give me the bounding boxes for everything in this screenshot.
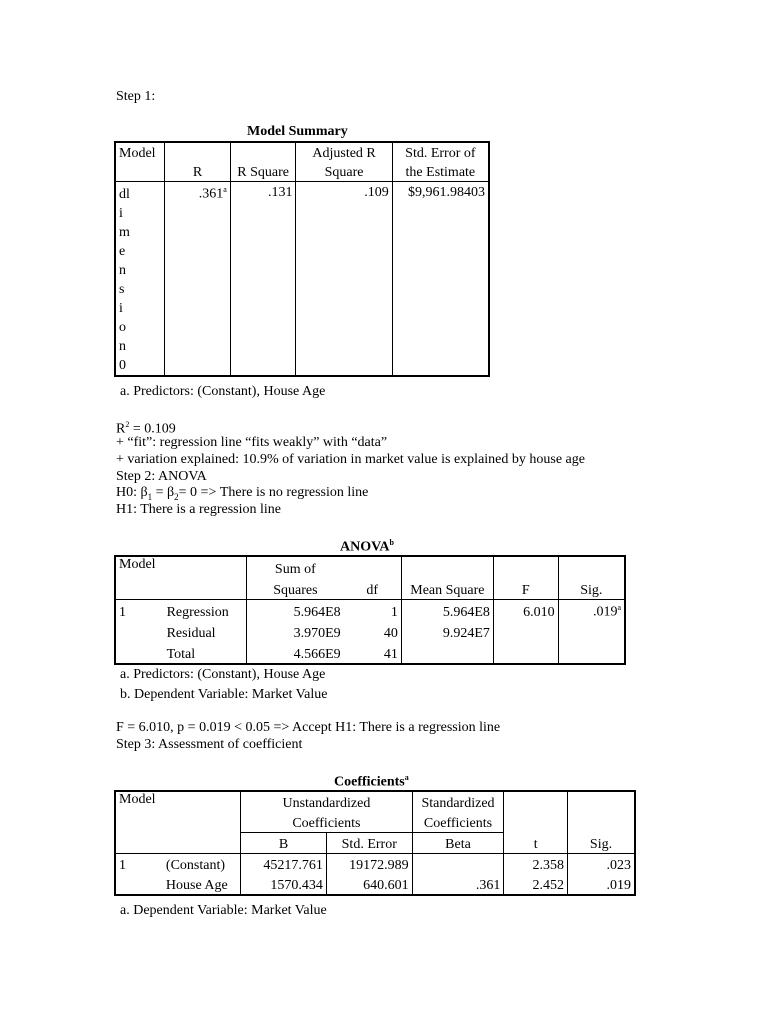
fit-line: + “fit”: regression line “fits weakly” with “data” bbox=[116, 435, 388, 450]
coef-beta bbox=[412, 854, 504, 875]
f-test-line: F = 6.010, p = 0.019 < 0.05 => Accept H1: There is a regression line bbox=[116, 720, 501, 735]
anova-sig bbox=[558, 600, 625, 622]
coefficients-title bbox=[334, 773, 409, 791]
r2-superscript: 2 bbox=[125, 420, 130, 429]
ms-header-std-err-1: Std. Error of bbox=[392, 142, 489, 162]
coefficients-footnote-a: a. Dependent Variable: Market Value bbox=[120, 903, 327, 918]
dim-letter: 0 bbox=[119, 358, 126, 373]
ms-dimension-label bbox=[115, 182, 165, 377]
coefficients-table bbox=[114, 790, 636, 896]
coef-se: 19172.989 bbox=[326, 854, 412, 875]
coef-header-beta: Beta bbox=[412, 833, 504, 854]
coef-header-b: B bbox=[241, 833, 327, 854]
table-row bbox=[115, 874, 635, 895]
anova-df: 41 bbox=[383, 647, 398, 662]
anova-df: 1 bbox=[344, 600, 402, 622]
coef-header-t: t bbox=[504, 833, 568, 854]
anova-row-label: Total bbox=[166, 647, 196, 662]
coef-header-std-1: Standardized bbox=[412, 791, 504, 812]
ms-header-model: Model bbox=[115, 142, 165, 162]
anova-row-label: Residual bbox=[166, 626, 216, 641]
coef-b: 1570.434 bbox=[241, 874, 327, 895]
model-summary-title: Model Summary bbox=[247, 124, 348, 139]
coef-t: 2.358 bbox=[504, 854, 568, 875]
h0-part-a: H0: β bbox=[116, 485, 148, 500]
r2-value: = 0.109 bbox=[129, 421, 176, 437]
coef-sig: .023 bbox=[568, 854, 636, 875]
coef-sig: .019 bbox=[568, 874, 636, 895]
coef-header-std-2: Coefficients bbox=[412, 812, 504, 833]
anova-df: 40 bbox=[383, 626, 398, 641]
ms-header-r-square: R Square bbox=[230, 162, 296, 182]
anova-ms: 9.924E7 bbox=[401, 621, 493, 642]
step2-heading: Step 2: ANOVA bbox=[116, 469, 207, 484]
ms-header-adj-r-2: Square bbox=[296, 162, 392, 182]
anova-ss: 3.970E9 bbox=[247, 621, 344, 642]
table-row bbox=[115, 854, 635, 875]
step3-heading: Step 3: Assessment of coefficient bbox=[116, 737, 303, 752]
ms-r-footnote-mark: a bbox=[223, 185, 227, 194]
anova-header-df: df bbox=[366, 583, 379, 598]
anova-header-f: F bbox=[493, 578, 558, 600]
h0-part-c: = 0 => There is no regression line bbox=[178, 485, 369, 500]
anova-ss: 5.964E8 bbox=[247, 600, 344, 622]
dim-letter: s bbox=[119, 282, 125, 297]
ms-value-r-square: .131 bbox=[230, 182, 296, 377]
ms-r-value: .361 bbox=[198, 186, 224, 202]
coef-beta: .361 bbox=[412, 874, 504, 895]
ms-footnote-a: a. Predictors: (Constant), House Age bbox=[120, 384, 326, 399]
coef-se: 640.601 bbox=[326, 874, 412, 895]
ms-value-r bbox=[165, 182, 230, 377]
coef-header-model: Model bbox=[119, 792, 156, 807]
anova-ms: 5.964E8 bbox=[401, 600, 493, 622]
table-row bbox=[115, 621, 625, 642]
h0-subscript-2: 2 bbox=[174, 491, 179, 502]
anova-table bbox=[114, 555, 626, 665]
ms-header-r: R bbox=[165, 162, 230, 182]
anova-ss: 4.566E9 bbox=[247, 642, 344, 664]
anova-header-model: Model bbox=[119, 557, 156, 572]
coef-t: 2.452 bbox=[504, 874, 568, 895]
coef-header-unstd-2: Coefficients bbox=[241, 812, 412, 833]
model-summary-table bbox=[114, 141, 490, 377]
coefficients-title-footnote-mark: a bbox=[404, 773, 409, 782]
coef-header-unstd-1: Unstandardized bbox=[241, 791, 412, 812]
table-row bbox=[115, 600, 625, 622]
dim-letter: e bbox=[119, 244, 126, 259]
coefficients-title-text: Coefficients bbox=[334, 774, 405, 790]
dim-letter: o bbox=[119, 320, 126, 335]
coef-row-label: House Age bbox=[165, 878, 228, 893]
variation-line: + variation explained: 10.9% of variation in market value is explained by house age bbox=[116, 452, 585, 467]
step1-heading: Step 1: bbox=[116, 89, 156, 104]
ms-header-adj-r-1: Adjusted R bbox=[296, 142, 392, 162]
anova-f: 6.010 bbox=[493, 600, 558, 622]
h1-line: H1: There is a regression line bbox=[116, 502, 281, 517]
anova-sig-footnote-mark: a bbox=[617, 603, 621, 613]
anova-sig-value: .019 bbox=[592, 605, 618, 620]
dim-letter: i bbox=[119, 301, 123, 316]
h0-part-b: = β bbox=[152, 485, 175, 500]
r2-prefix: R bbox=[116, 421, 126, 437]
dim-letter: dl bbox=[119, 187, 130, 202]
ms-value-adj-r-square: .109 bbox=[296, 182, 392, 377]
ms-value-std-err: $9,961.98403 bbox=[392, 182, 489, 377]
dim-letter: n bbox=[119, 263, 126, 278]
anova-title-footnote-mark: b bbox=[389, 538, 394, 547]
anova-model-num: 1 bbox=[115, 600, 164, 622]
coef-model-num: 1 bbox=[115, 854, 163, 875]
coef-b: 45217.761 bbox=[241, 854, 327, 875]
ms-header-std-err-2: the Estimate bbox=[392, 162, 489, 182]
dim-letter: i bbox=[119, 206, 123, 221]
anova-footnote-a: a. Predictors: (Constant), House Age bbox=[120, 667, 326, 682]
anova-title bbox=[340, 538, 394, 556]
dim-letter: m bbox=[119, 225, 130, 240]
anova-header-sig: Sig. bbox=[558, 578, 625, 600]
coef-header-sig: Sig. bbox=[568, 833, 636, 854]
anova-footnote-b: b. Dependent Variable: Market Value bbox=[120, 687, 328, 702]
dim-letter: n bbox=[119, 339, 126, 354]
anova-header-ss-2: Squares bbox=[247, 578, 344, 600]
coef-header-std-error: Std. Error bbox=[326, 833, 412, 854]
anova-title-text: ANOVA bbox=[340, 539, 390, 555]
anova-header-ms: Mean Square bbox=[401, 578, 493, 600]
h0-subscript-1: 1 bbox=[147, 491, 153, 502]
table-row bbox=[115, 642, 625, 664]
coef-row-label: (Constant) bbox=[163, 854, 241, 875]
anova-row-label: Regression bbox=[164, 600, 247, 622]
anova-header-ss-1: Sum of bbox=[247, 556, 344, 578]
